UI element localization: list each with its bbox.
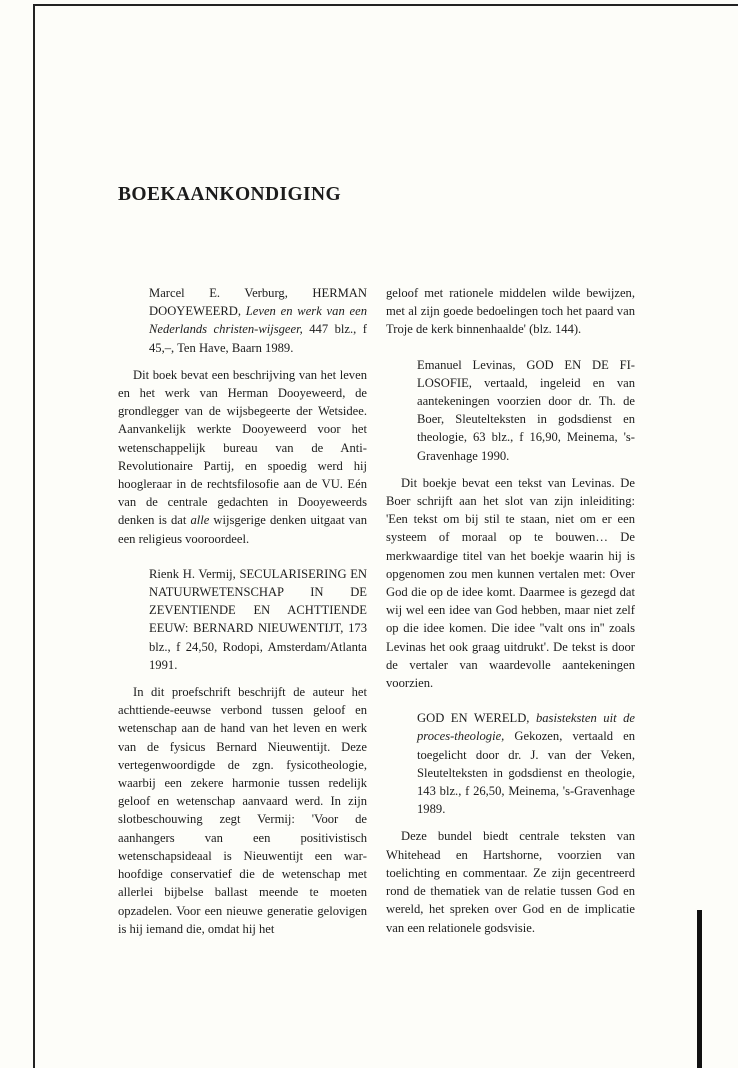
review-1-body-text-b: wijsgerige denken uitgaat van een religieus vooroordeel. — [118, 513, 367, 546]
review-2-body-continued: geloof met rationele middelen wilde bewijzen, met al zijn goede bedoelingen toch het paard van Troje de kerk binnenhaalde' (blz. 144). — [386, 286, 635, 337]
left-column — [118, 284, 367, 938]
review-1-title: HERMAN DOOYEWEERD, — [149, 286, 367, 319]
right-column — [386, 284, 635, 937]
review-3-reference: Emanuel Levinas, GOD EN DE FILOSOFIE, vertaald, ingeleid en van aantekeningen voorzien door dr. Th. de Boer, Sleutelteksten in godsdienst en theologie, 63 blz., f 16,90, Meinema, 's-Gravenhage 1990. — [417, 357, 635, 463]
review-4-body: Deze bundel biedt centrale teksten van Whitehead en Hartshorne, voorzien van toelichting en commentaar. Ze zijn gecentreerd rond de thematiek van de relatie tussen God en wereld, het spreken over God en de implicatie van een relationele godsvisie. — [386, 829, 635, 935]
scan-border-right — [697, 910, 702, 1068]
review-3-body: Dit boekje bevat een tekst van Levinas. De Boer schrijft aan het slot van zijn inleiditing: 'Een tekst om bij stil te staan, niet om er een systeem of moraal op te bouwen… De merkwaardige titel van het boekje waarin hij is opgenomen zou men kunnen vertalen met: Over God die op de idee komt. Daarmee is gezegd dat wij wel een idee van God hebben, maar niet zelf op die idee komen. Die idee ''valt ons in'' zoals Levinas het ook graag uitdrukt'. De tekst is door de vertaler van waardevolle aantekeningen voorzien. — [386, 475, 635, 691]
review-1-subtitle: Leven en werk van een Nederlands christen-wijsgeer, — [149, 304, 367, 337]
review-1-body — [118, 366, 367, 548]
review-1-author: Marcel E. Verburg, — [149, 286, 313, 300]
review-2-reference: Rienk H. Vermij, SECULARISERING EN NATUURWETENSCHAP IN DE ZEVENTIENDE EN ACHTTIENDE EEUW: BERNARD NIEUWENTIJT, 173 blz., f 24,50, Rodopi, Amsterdam/Atlanta 1991. — [149, 566, 367, 672]
review-1-reference — [149, 284, 367, 357]
review-1-body-text-a: Dit boek bevat een beschrijving van het leven en het werk van Herman Dooyeweerd, de grondlegger van de wijsbegeerte der Wetsidee. Aanvankelijk werkte Dooyeweerd voor het wetenschappelijk bureau van de Anti-Revolutionaire Partij, en spoedig werd hij hoogleraar in de rechtsfilosofie aan de VU. Eén van de centrale gedachten in Dooyeweerds denken is dat — [118, 367, 367, 528]
review-2-body: In dit proefschrift beschrijft de auteur het achttiende-eeuwse verbond tussen geloof en wetenschap aan de hand van het leven en werk van de fysicus Bernard Nieuwentijt. Deze vertegenwoordigde de zgn. fysicotheologie, waarbij een zekere harmonie tussen redelijk geloof en wetenschap aanvaard werd. In zijn slotbeschouwing zegt Vermij: 'Voor de aanhangers van een positivistisch wetenschapsideaal is Nieuwentijt een warhoofdige conservatief die de wetenschap met allerlei bijbelse ballast meende te moeten opzadelen. Voor een nieuwe generatie gelovigen is hij iemand die, omdat hij het — [118, 685, 367, 936]
scan-border-top — [33, 4, 738, 6]
page-heading: BOEKAANKONDIGING — [118, 184, 342, 205]
review-4-reference — [417, 709, 635, 818]
review-1-body-emphasis: alle — [190, 513, 210, 528]
review-4-title: GOD EN WERELD, — [417, 711, 536, 726]
review-4-subtitle: basisteksten uit de proces-theologie, — [417, 711, 635, 744]
review-1-details: 447 blz., f 45,–, Ten Have, Baarn 1989. — [149, 322, 367, 355]
scan-border-left — [33, 4, 35, 1068]
review-4-details: Gekozen, vertaald en toegelicht door dr. J. van der Veken, Sleutelteksten in godsdienst en theologie, 143 blz., f 26,50, Meinema, 's-Gravenhage 1989. — [417, 729, 635, 817]
